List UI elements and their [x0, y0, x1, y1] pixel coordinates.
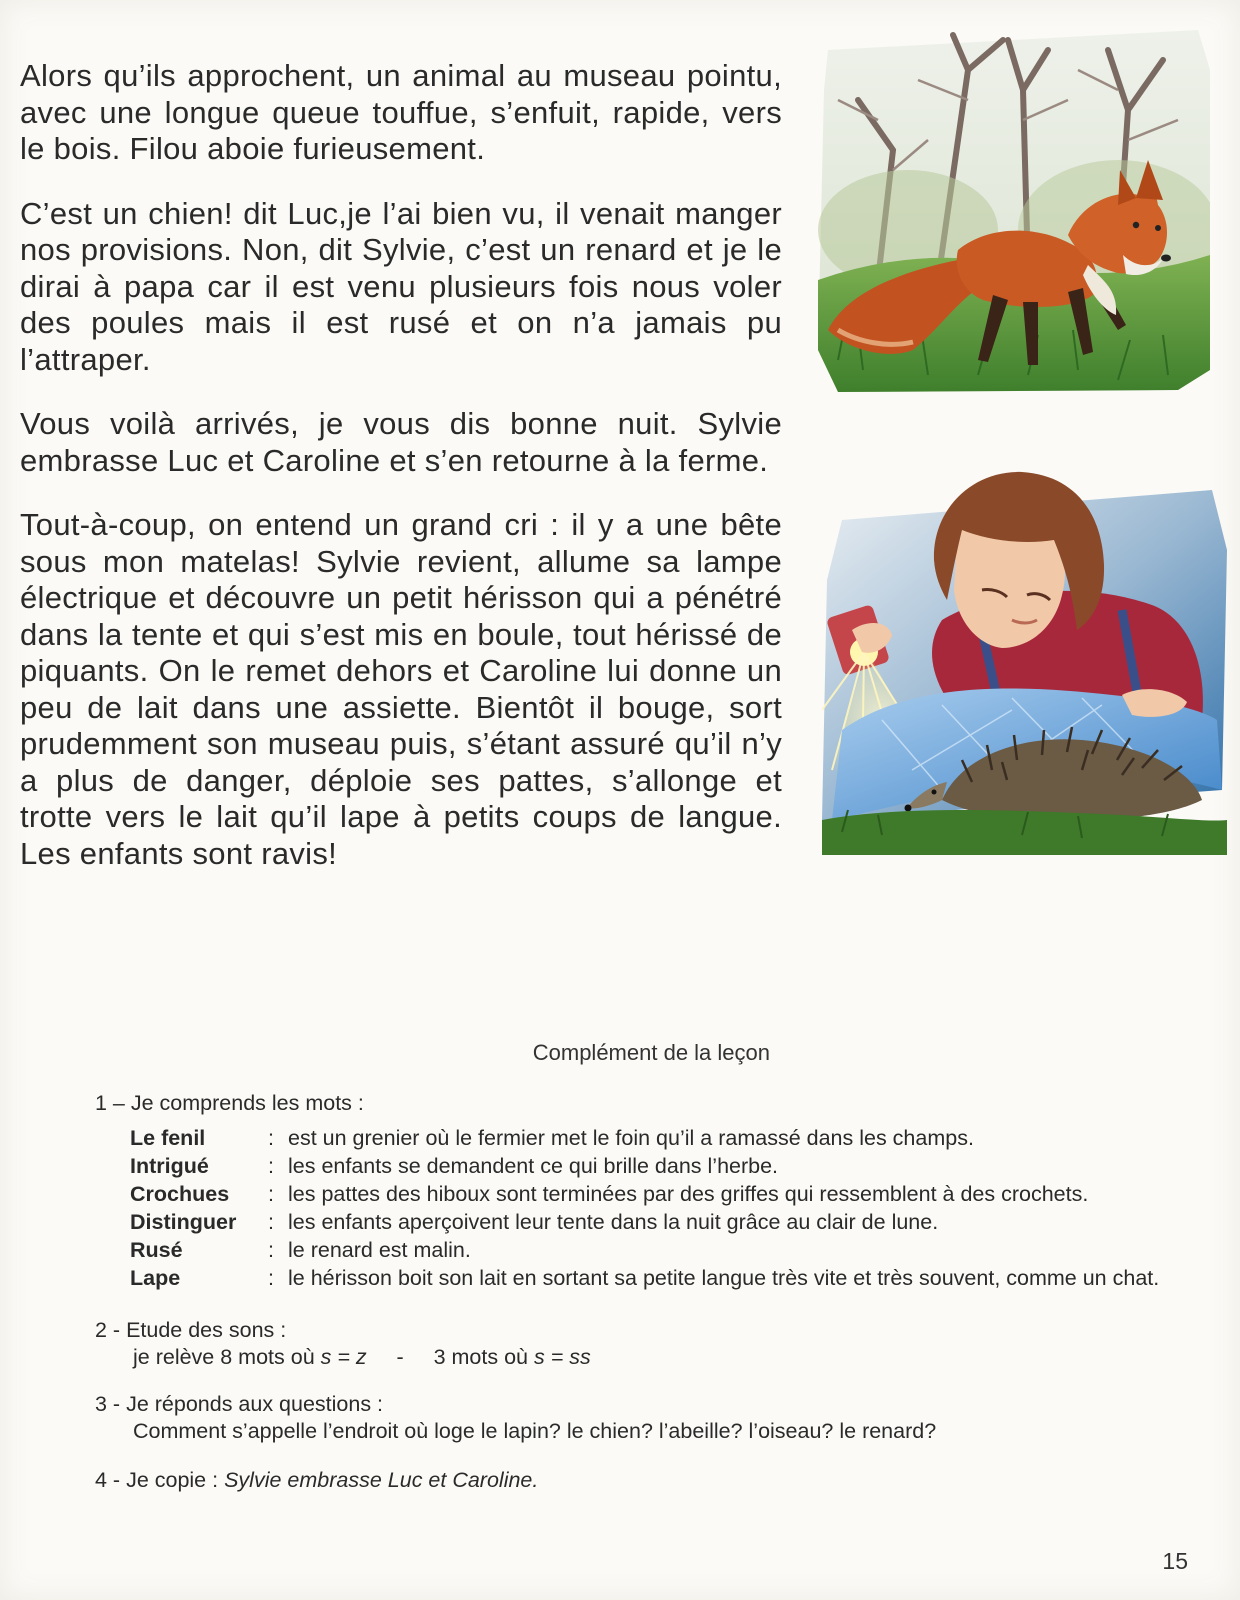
vocab-colon: : [268, 1266, 274, 1290]
exercise-3-question: Comment s’appelle l’endroit où loge le lapin? le chien? l’abeille? l’oiseau? le renard? [133, 1419, 937, 1443]
vocabulary-list [130, 1125, 1215, 1291]
exercise-2-title: 2 - Etude des sons : [95, 1318, 287, 1342]
exercise-4-line [95, 1467, 1215, 1494]
vocab-definition: les enfants aperçoivent leur tente dans la nuit grâce au clair de lune. [288, 1210, 939, 1234]
hedgehog-image [822, 470, 1227, 855]
vocab-definition: les enfants se demandent ce qui brille dans l’herbe. [288, 1154, 779, 1178]
vocab-colon: : [268, 1126, 274, 1150]
vocab-colon: : [268, 1210, 274, 1234]
exercise-2-instruction [133, 1344, 1215, 1371]
vocab-row [130, 1209, 1215, 1235]
vocab-definition: est un grenier où le fermier met le foin qu’il a ramassé dans les champs. [288, 1126, 974, 1150]
vocab-row [130, 1237, 1215, 1263]
vocab-term: Rusé [130, 1238, 183, 1262]
exercise-2-line-start: je relève 8 mots où [133, 1345, 315, 1369]
story-text [20, 58, 782, 900]
vocab-row [130, 1153, 1215, 1179]
fox-illustration [818, 30, 1210, 398]
exercise-3-title: 3 - Je réponds aux questions : [95, 1392, 384, 1416]
vocab-row [130, 1181, 1215, 1207]
exercise-4-prefix: 4 - Je copie : [95, 1468, 219, 1492]
story-paragraph-3: Vous voilà arrivés, je vous dis bonne nuit. Sylvie embrasse Luc et Caroline et s’en retourne à la ferme. [20, 406, 782, 478]
vocab-row [130, 1125, 1215, 1151]
exercise-4-phrase: Sylvie embrasse Luc et Caroline. [224, 1468, 539, 1492]
story-paragraph-2: C’est un chien! dit Luc,je l’ai bien vu, il venait manger nos provisions. Non, dit Sylvie, c’est un renard et je le dirai à papa car il est venu plusieurs fois nous voler des poules mais il est rusé et on n’a jamais pu l’attraper. [20, 195, 782, 377]
exercise-4 [95, 1467, 1215, 1494]
exercise-3 [95, 1391, 1215, 1445]
vocab-row [130, 1265, 1215, 1291]
vocab-term: Intrigué [130, 1154, 209, 1178]
exercises-section [95, 1090, 1215, 1494]
vocab-definition: le hérisson boit son lait en sortant sa petite langue très vite et très souvent, comme un chat. [288, 1266, 1160, 1290]
complement-heading: Complément de la leçon [532, 1040, 770, 1065]
vocab-colon: : [268, 1154, 274, 1178]
vocab-colon: : [268, 1182, 274, 1206]
girl-hedgehog-illustration [822, 470, 1227, 855]
vocab-term: Le fenil [130, 1126, 206, 1150]
vocab-term: Distinguer [130, 1210, 237, 1234]
vocab-definition: le renard est malin. [288, 1238, 471, 1262]
exercise-1-title: 1 – Je comprends les mots : [95, 1091, 364, 1115]
story-paragraph-1: Alors qu’ils approchent, un animal au museau pointu, avec une longue queue touffue, s’enfuit, rapide, vers le bois. Filou aboie furieusement. [20, 58, 782, 166]
vocab-term: Crochues [130, 1182, 230, 1206]
vocab-definition: les pattes des hiboux sont terminées par des griffes qui ressemblent à des crochets. [288, 1182, 1089, 1206]
exercise-2-line-mid: 3 mots où [433, 1345, 528, 1369]
exercise-2 [95, 1317, 1215, 1371]
exercise-2-equation-1: s = z [320, 1345, 367, 1369]
page-number: 15 [1162, 1548, 1188, 1574]
vocab-term: Lape [130, 1266, 181, 1290]
story-paragraph-4: Tout-à-coup, on entend un grand cri : il y a une bête sous mon matelas! Sylvie revient, allume sa lampe électrique et découvre un petit hérisson qui a pénétré dans la tente et qui s’est mis en boule, tout hérissé de piquants. On le remet dehors et Caroline lui donne un peu de lait dans une assiette. Bientôt il bouge, sort prudemment son museau puis, s’étant assuré qu’il n’y a plus de danger, déploie ses pattes, s’allonge et trotte vers le lait qu’il lape à petits coups de langue. Les enfants sont ravis! [20, 507, 782, 871]
fox-image [818, 30, 1210, 398]
exercise-2-equation-2: s = ss [533, 1345, 591, 1369]
vocab-colon: : [268, 1238, 274, 1262]
exercise-2-dash: - [396, 1345, 404, 1369]
